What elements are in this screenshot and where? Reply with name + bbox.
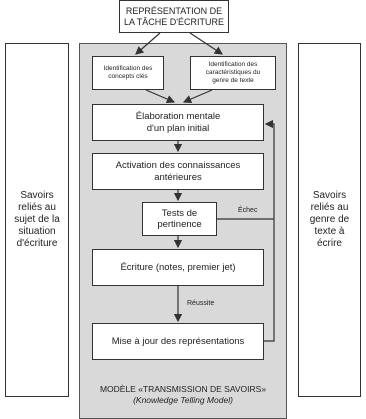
arrow-top-to-genre bbox=[190, 33, 222, 54]
concepts-identification-text: Identification des concepts clés bbox=[103, 65, 153, 80]
plan-elaboration-text: Élaboration mentale d'un plan initial bbox=[135, 111, 221, 134]
model-caption bbox=[80, 384, 286, 406]
failure-label: Échec bbox=[238, 207, 258, 214]
arrow-top-to-concepts bbox=[136, 33, 160, 54]
model-title: MODÈLE «TRANSMISSION DE SAVOIRS» bbox=[99, 384, 267, 394]
model-subtitle: (Knowledge Telling Model) bbox=[133, 395, 233, 405]
right-knowledge-text: Savoirs reliés au genre de texte à écrire bbox=[309, 190, 350, 249]
representation-update-text: Mise à jour des représentations bbox=[111, 335, 245, 347]
genre-identification-text: Identification des caractéristiques du genre de texte bbox=[205, 61, 261, 84]
failure-loop bbox=[217, 124, 274, 219]
success-label: Réussite bbox=[187, 300, 215, 307]
left-knowledge-text: Savoirs reliés au sujet de la situation d'écriture bbox=[14, 190, 60, 249]
arrow-concepts-to-plan bbox=[146, 90, 174, 102]
arrow-genre-to-plan bbox=[184, 90, 212, 102]
writing-text: Écriture (notes, premier jet) bbox=[120, 261, 236, 273]
relevance-tests-text: Tests de pertinence bbox=[157, 207, 202, 230]
knowledge-activation-text: Activation des connaissances antérieures bbox=[115, 160, 241, 183]
task-representation-text: REPRÉSENTATION DE LA TÂCHE D'ÉCRITURE bbox=[123, 5, 225, 27]
update-loop bbox=[264, 219, 274, 341]
